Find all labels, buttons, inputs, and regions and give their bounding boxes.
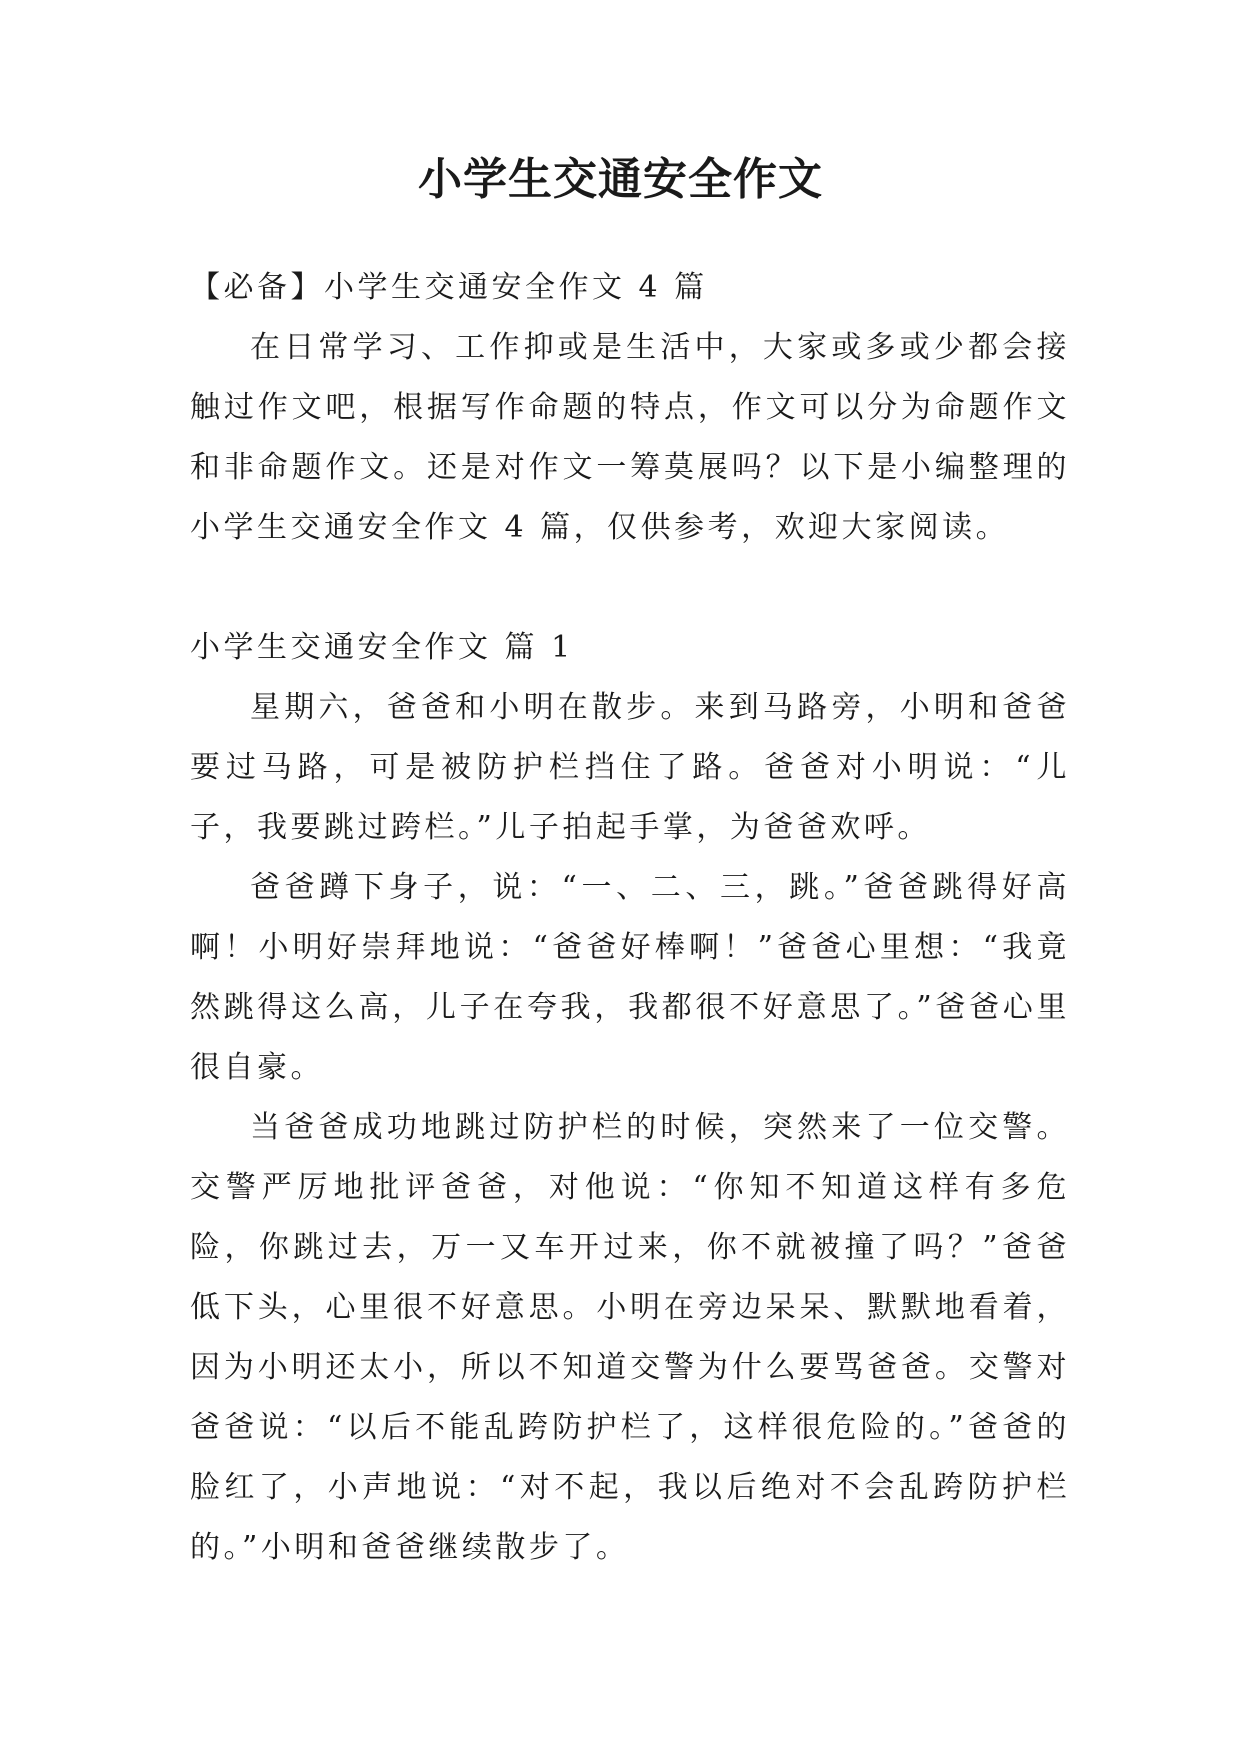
document-body <box>190 258 1070 1578</box>
paragraph: 爸爸蹲下身子，说：“一、二、三，跳。”爸爸跳得好高啊！小明好崇拜地说：“爸爸好棒啊！”爸爸心里想：“我竟然跳得这么高，儿子在夸我，我都很不好意思了。”爸爸心里很自豪。 <box>190 870 1070 1085</box>
section-heading: 小学生交通安全作文 篇 1 <box>190 630 574 665</box>
intro-paragraph: 在日常学习、工作抑或是生活中，大家或多或少都会接触过作文吧，根据写作命题的特点，作文可以分为命题作文和非命题作文。还是对作文一筹莫展吗？以下是小编整理的小学生交通安全作文 4 篇，仅供参考，欢迎大家阅读。 <box>190 330 1070 545</box>
page-title: 小学生交通安全作文 <box>418 154 823 205</box>
paragraph: 当爸爸成功地跳过防护栏的时候，突然来了一位交警。交警严厉地批评爸爸，对他说：“你知不知道这样有多危险，你跳过去，万一又车开过来，你不就被撞了吗？”爸爸低下头，心里很不好意思。小明在旁边呆呆、默默地看着，因为小明还太小，所以不知道交警为什么要骂爸爸。交警对爸爸说：“以后不能乱跨防护栏了，这样很危险的。”爸爸的脸红了，小声地说：“对不起，我以后绝对不会乱跨防护栏的。”小明和爸爸继续散步了。 <box>190 1110 1070 1565</box>
section-spacer <box>190 558 1070 618</box>
paragraph: 星期六，爸爸和小明在散步。来到马路旁，小明和爸爸要过马路，可是被防护栏挡住了路。爸爸对小明说：“儿子，我要跳过跨栏。”儿子拍起手掌，为爸爸欢呼。 <box>190 690 1070 845</box>
intro-heading: 【必备】小学生交通安全作文 4 篇 <box>190 270 708 305</box>
